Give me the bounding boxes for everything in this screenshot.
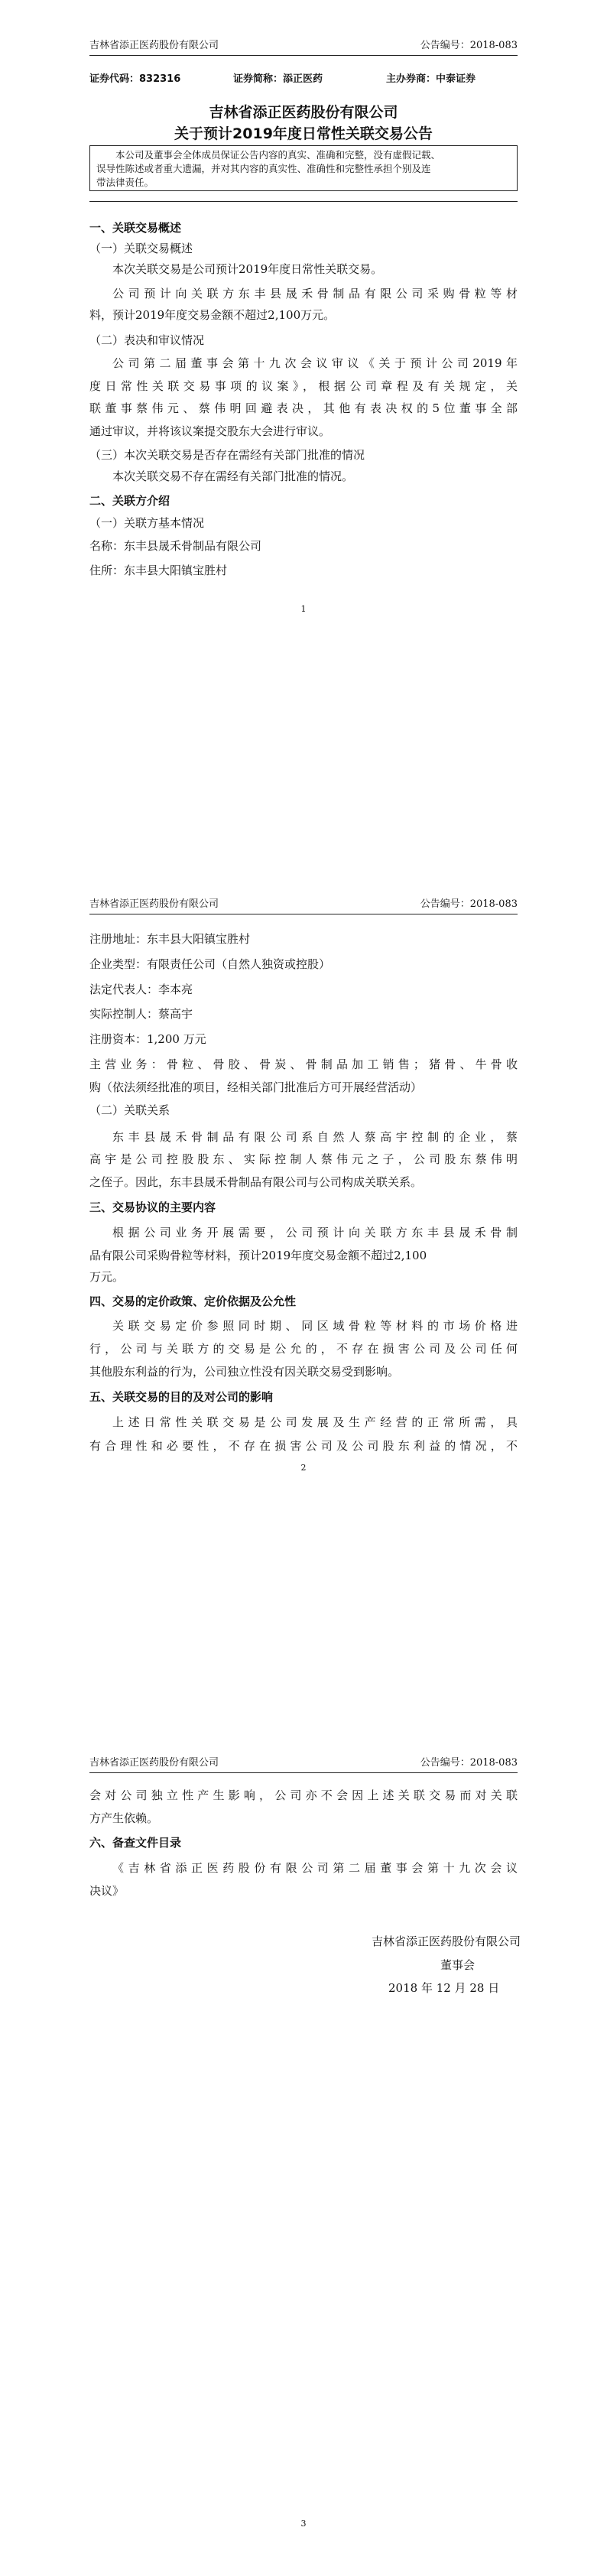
subheading: （一）关联方基本情况 [89, 516, 205, 530]
page-number: 3 [300, 2519, 307, 2529]
subheading: （三）本次关联交易是否存在需经有关部门批准的情况 [89, 448, 365, 462]
section-heading-5: 五、关联交易的目的及对公司的影响 [89, 1390, 274, 1404]
section-heading-3: 三、交易协议的主要内容 [89, 1200, 216, 1214]
header-company: 吉林省添正医药股份有限公司 [89, 898, 219, 910]
header-announce-no: 公告编号：2018-083 [420, 898, 518, 910]
paragraph-line: 本次关联交易是公司预计2019年度日常性关联交易。 [112, 262, 383, 276]
paragraph-line: 品有限公司采购骨粒等材料，预计2019年度交易金额不超过2,100 [89, 1249, 427, 1262]
paragraph-line: 根据公司业务开展需要，公司预计向关联方东丰县晟禾骨制 [112, 1226, 518, 1239]
paragraph-line: 高宇是公司控股股东、实际控制人蔡伟元之子，公司股东蔡伟明 [89, 1152, 518, 1166]
header-announce-no: 公告编号：2018-083 [420, 40, 518, 51]
reference-doc-line: 《吉林省添正医药股份有限公司第二届董事会第十九次会议 [112, 1861, 518, 1875]
page-header [89, 897, 518, 914]
disclaimer-box [89, 145, 518, 191]
sponsor-broker: 主办券商：中泰证券 [386, 73, 476, 85]
header-announce-no: 公告编号：2018-083 [420, 1757, 518, 1769]
paragraph-line: 行，公司与关联方的交易是公允的，不存在损害公司及公司任何 [89, 1342, 518, 1356]
related-party-address: 住所：东丰县大阳镇宝胜村 [89, 564, 228, 577]
paragraph-line: 方产生依赖。 [89, 1811, 159, 1825]
header-company: 吉林省添正医药股份有限公司 [89, 1757, 219, 1769]
disclaimer-line3: 带法律责任。 [96, 177, 154, 188]
subheading: （二）关联关系 [89, 1103, 170, 1117]
paragraph-line: 会对公司独立性产生影响，公司亦不会因上述关联交易而对关联 [89, 1788, 518, 1802]
paragraph-line: 公司预计向关联方东丰县晟禾骨制品有限公司采购骨粒等材 [112, 287, 518, 300]
disclaimer-line2: 误导性陈述或者重大遗漏，并对其内容的真实性、准确性和完整性承担个别及连 [96, 163, 431, 174]
section-heading-2: 二、关联方介绍 [89, 494, 170, 508]
reference-doc-line: 决议》 [89, 1884, 125, 1898]
page-1 [0, 0, 607, 859]
paragraph-line: 联董事蔡伟元、蔡伟明回避表决，其他有表决权的5位董事全部 [89, 401, 518, 415]
paragraph-line: 其他股东利益的行为，公司独立性没有因关联交易受到影响。 [89, 1365, 400, 1379]
paragraph-line: 公司第二届董事会第十九次会议审议《关于预计公司2019年 [112, 356, 518, 370]
signature-date: 2018 年 12 月 28 日 [388, 1981, 500, 1995]
section-heading-6: 六、备查文件目录 [89, 1836, 182, 1850]
page-header [89, 1756, 518, 1773]
security-short-name: 证券简称：添正医药 [233, 73, 323, 85]
doc-title-line2: 关于预计2019年度日常性关联交易公告 [174, 125, 433, 142]
enterprise-type: 企业类型：有限责任公司（自然人独资或控股） [89, 957, 331, 971]
legal-representative: 法定代表人：李本亮 [89, 983, 193, 996]
main-business-line: 主营业务：骨粒、骨胶、骨炭、骨制品加工销售；猪骨、牛骨收 [89, 1057, 518, 1071]
registered-capital: 注册资本：1,200 万元 [89, 1032, 206, 1046]
page-3 [0, 1717, 607, 2576]
header-company: 吉林省添正医药股份有限公司 [89, 40, 219, 51]
paragraph-line: 本次关联交易不存在需经有关部门批准的情况。 [112, 469, 354, 483]
actual-controller: 实际控制人：蔡高宇 [89, 1007, 193, 1021]
paragraph-line: 度日常性关联交易事项的议案》，根据公司章程及有关规定，关 [89, 379, 518, 393]
paragraph-line: 之侄子。因此，东丰县晟禾骨制品有限公司与公司构成关联关系。 [89, 1175, 423, 1189]
subheading: （二）表决和审议情况 [89, 333, 205, 347]
security-code: 证券代码：832316 [89, 73, 181, 85]
paragraph-line: 有合理性和必要性，不存在损害公司及公司股东利益的情况，不 [89, 1439, 518, 1453]
signature-board: 董事会 [440, 1958, 476, 1972]
doc-title-line1: 吉林省添正医药股份有限公司 [209, 104, 398, 121]
page-header [89, 38, 518, 56]
divider [89, 201, 518, 202]
section-heading-4: 四、交易的定价政策、定价依据及公允性 [89, 1294, 297, 1308]
page-2 [0, 859, 607, 1717]
main-business-line: 购（依法须经批准的项目，经相关部门批准后方可开展经营活动） [89, 1080, 423, 1094]
paragraph-line: 万元。 [89, 1270, 125, 1284]
disclaimer-line1: 本公司及董事会全体成员保证公告内容的真实、准确和完整，没有虚假记载、 [115, 149, 441, 161]
subheading: （一）关联交易概述 [89, 242, 193, 255]
page-number: 2 [300, 1463, 307, 1473]
registered-address: 注册地址：东丰县大阳镇宝胜村 [89, 932, 251, 946]
paragraph-line: 料，预计2019年度交易金额不超过2,100万元。 [89, 308, 336, 322]
signature-company: 吉林省添正医药股份有限公司 [372, 1934, 521, 1948]
page-number: 1 [300, 604, 307, 614]
paragraph-line: 东丰县晟禾骨制品有限公司系自然人蔡高宇控制的企业，蔡 [112, 1130, 518, 1144]
related-party-name: 名称：东丰县晟禾骨制品有限公司 [89, 539, 262, 553]
section-heading-1: 一、关联交易概述 [89, 221, 182, 235]
paragraph-line: 通过审议，并将该议案提交股东大会进行审议。 [89, 424, 331, 438]
paragraph-line: 关联交易定价参照同时期、同区域骨粒等材料的市场价格进 [112, 1319, 518, 1333]
paragraph-line: 上述日常性关联交易是公司发展及生产经营的正常所需，具 [112, 1415, 518, 1429]
